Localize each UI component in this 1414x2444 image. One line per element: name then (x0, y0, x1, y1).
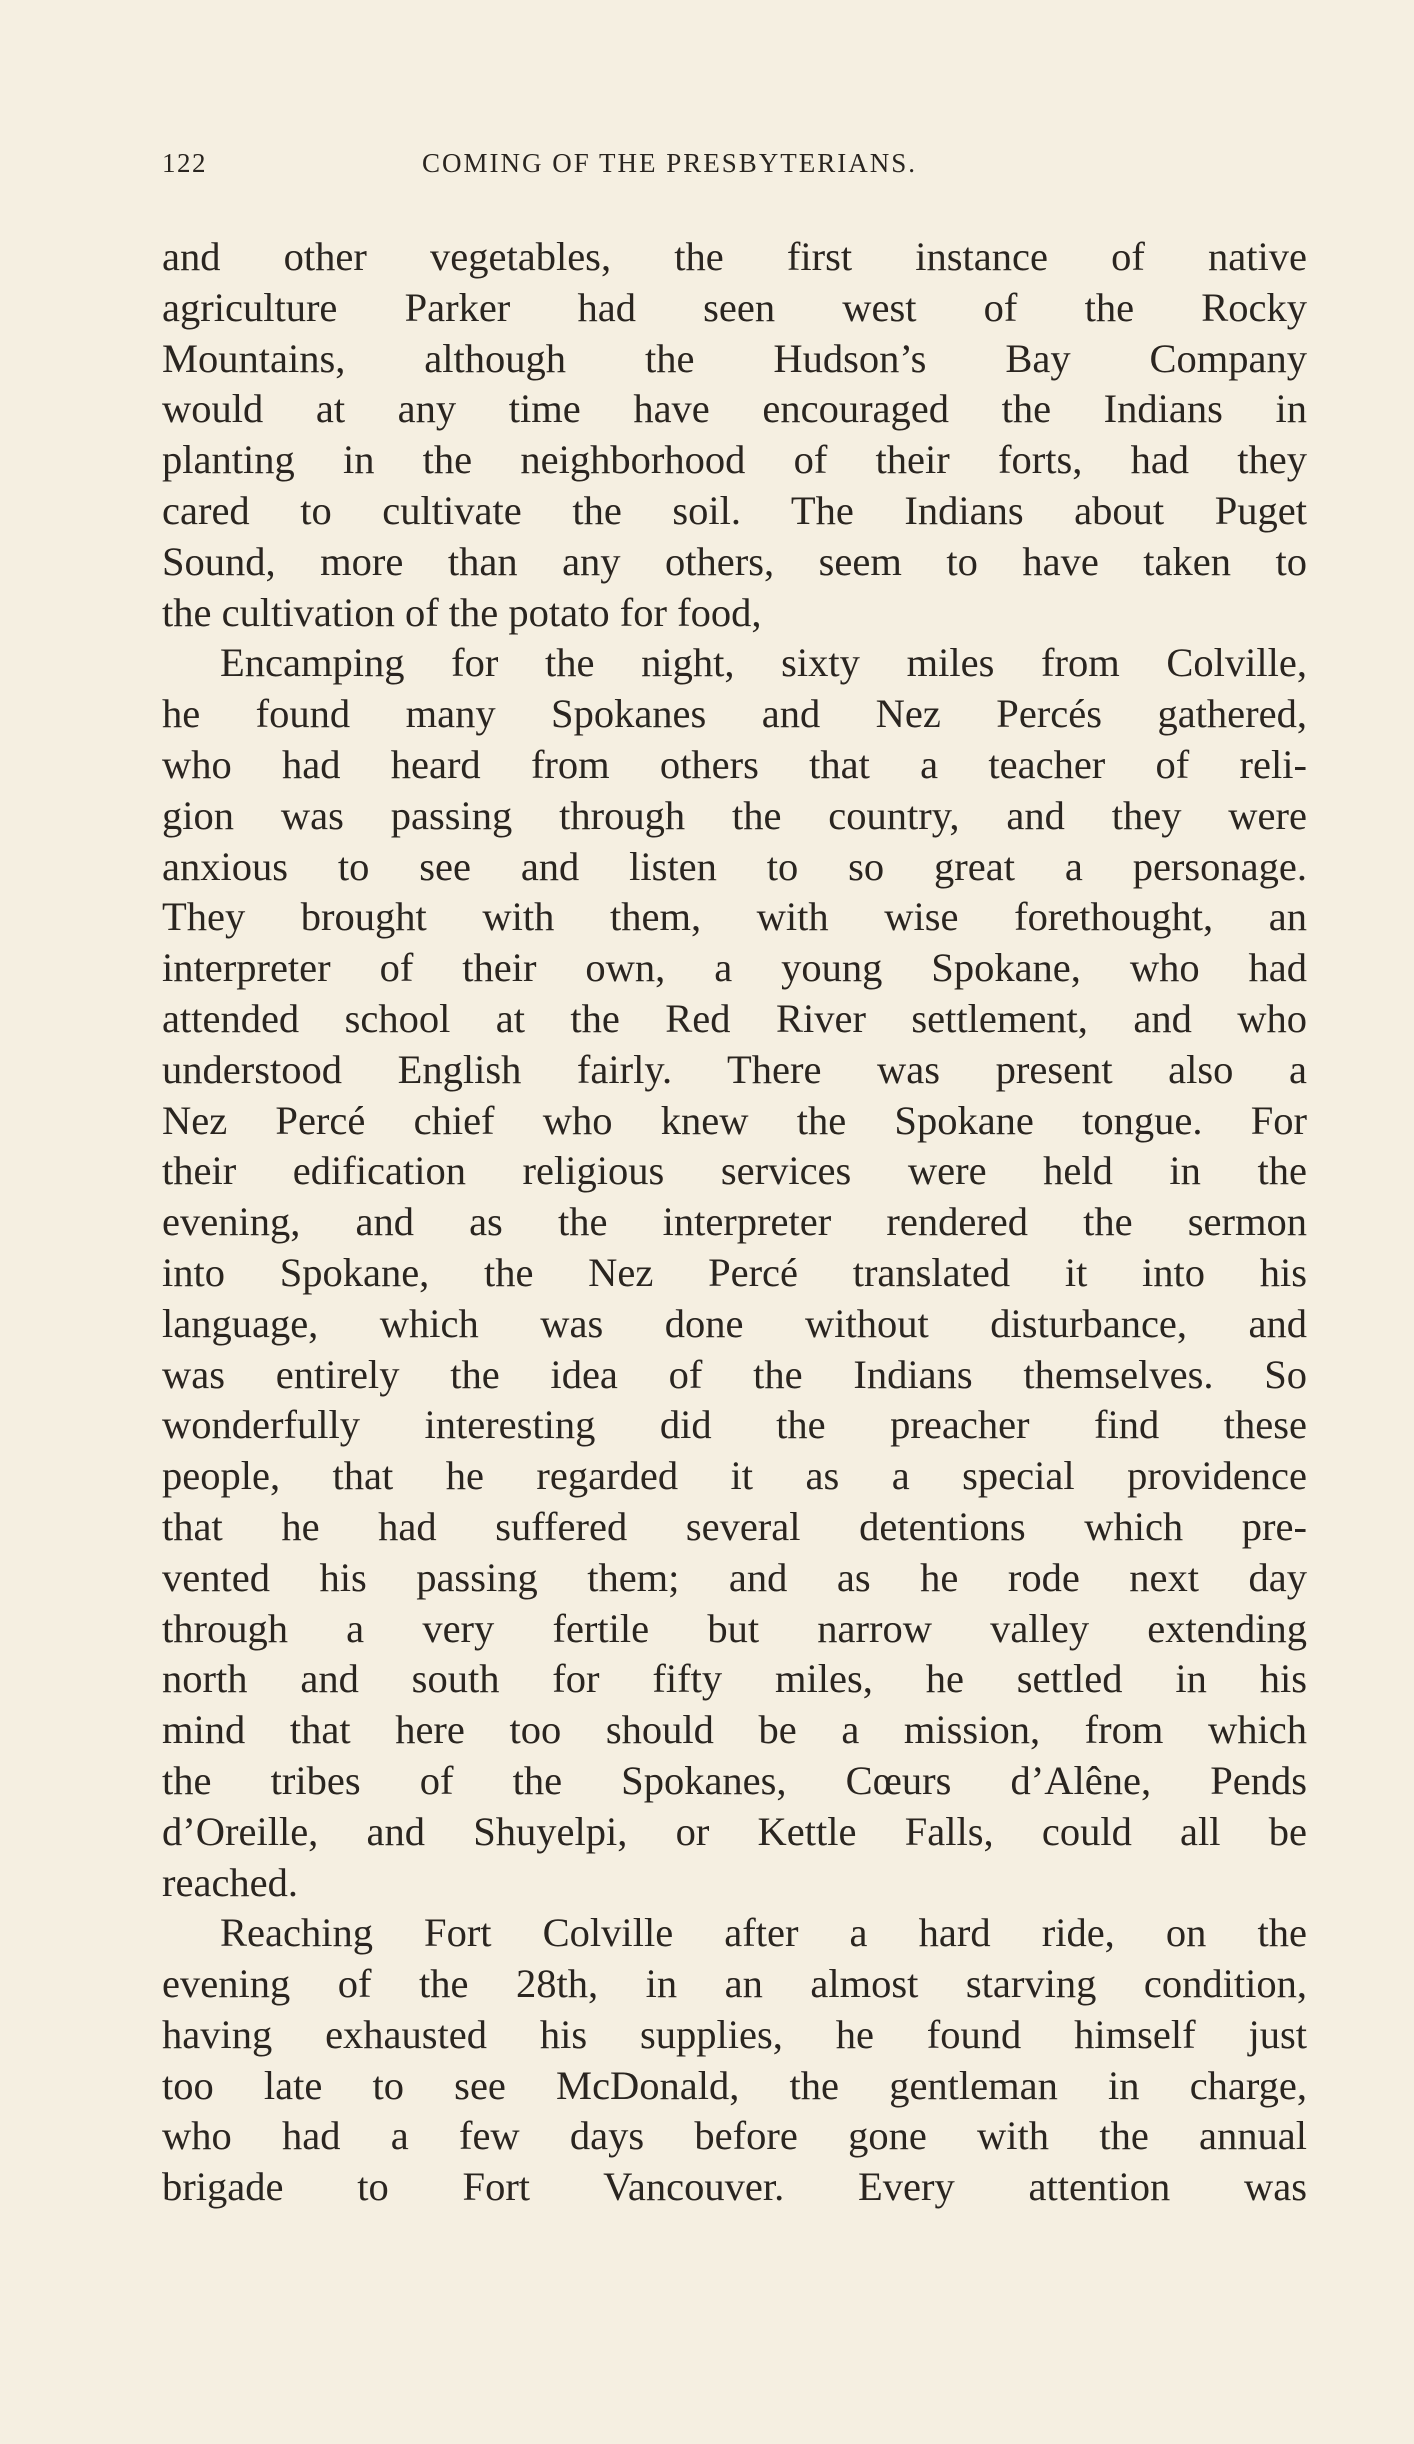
text-line: reached. (162, 1859, 299, 1905)
text-line: attended school at the Red River settlement, and who (162, 995, 1307, 1041)
text-line: evening of the 28th, in an almost starving condition, (162, 1961, 1307, 2007)
text-line: They brought with them, with wise forethought, an (162, 894, 1307, 940)
text-line: people, that he regarded it as a special providence (162, 1453, 1307, 1499)
text-line: wonderfully interesting did the preacher find these (162, 1402, 1307, 1448)
text-line: interpreter of their own, a young Spokane, who had (162, 945, 1307, 991)
text-line: Nez Percé chief who knew the Spokane tongue. For (162, 1097, 1307, 1143)
page-number: 122 (162, 148, 207, 178)
text-line: who had heard from others that a teacher of reli- (162, 741, 1307, 787)
text-line: who had a few days before gone with the annual (162, 2113, 1307, 2159)
paragraph-start-line: Encamping for the night, sixty miles from Colville, (220, 640, 1307, 686)
text-line: through a very fertile but narrow valley extending (162, 1605, 1307, 1651)
text-line: language, which was done without disturbance, and (162, 1300, 1307, 1346)
text-line: that he had suffered several detentions which pre- (162, 1503, 1307, 1549)
text-line: brigade to Fort Vancouver. Every attention was (162, 2164, 1307, 2210)
text-line: having exhausted his supplies, he found himself just (162, 2011, 1307, 2057)
text-line: understood English fairly. There was present also a (162, 1046, 1307, 1092)
running-head (162, 148, 1307, 188)
running-title: COMING OF THE PRESBYTERIANS. (422, 148, 918, 178)
text-line: their edification religious services were held in the (162, 1148, 1307, 1194)
body-text (162, 232, 1307, 2213)
text-line: was entirely the idea of the Indians themselves. So (162, 1351, 1307, 1397)
text-line: he found many Spokanes and Nez Percés gathered, (162, 691, 1307, 737)
paragraph-start-line: Reaching Fort Colville after a hard ride, on the (220, 1910, 1307, 1956)
text-line: cared to cultivate the soil. The Indians about Puget (162, 487, 1307, 533)
text-line: the cultivation of the potato for food, (162, 589, 762, 635)
text-line: planting in the neighborhood of their forts, had they (162, 437, 1307, 483)
text-line: would at any time have encouraged the Indians in (162, 386, 1307, 432)
text-line: evening, and as the interpreter rendered the sermon (162, 1199, 1307, 1245)
text-line: north and south for fifty miles, he settled in his (162, 1656, 1307, 1702)
text-line: into Spokane, the Nez Percé translated it into his (162, 1249, 1307, 1295)
text-line: d’Oreille, and Shuyelpi, or Kettle Falls, could all be (162, 1808, 1307, 1854)
text-line: too late to see McDonald, the gentleman in charge, (162, 2062, 1307, 2108)
text-line: the tribes of the Spokanes, Cœurs d’Alêne, Pends (162, 1757, 1307, 1803)
text-line: gion was passing through the country, and they were (162, 792, 1307, 838)
text-line: anxious to see and listen to so great a personage. (162, 843, 1307, 889)
text-line: vented his passing them; and as he rode next day (162, 1554, 1307, 1600)
text-line: agriculture Parker had seen west of the Rocky (162, 284, 1307, 330)
text-line: mind that here too should be a mission, from which (162, 1707, 1307, 1753)
text-line: and other vegetables, the first instance of native (162, 234, 1307, 279)
text-line: Mountains, although the Hudson’s Bay Company (162, 335, 1307, 381)
text-line: Sound, more than any others, seem to have taken to (162, 538, 1307, 584)
